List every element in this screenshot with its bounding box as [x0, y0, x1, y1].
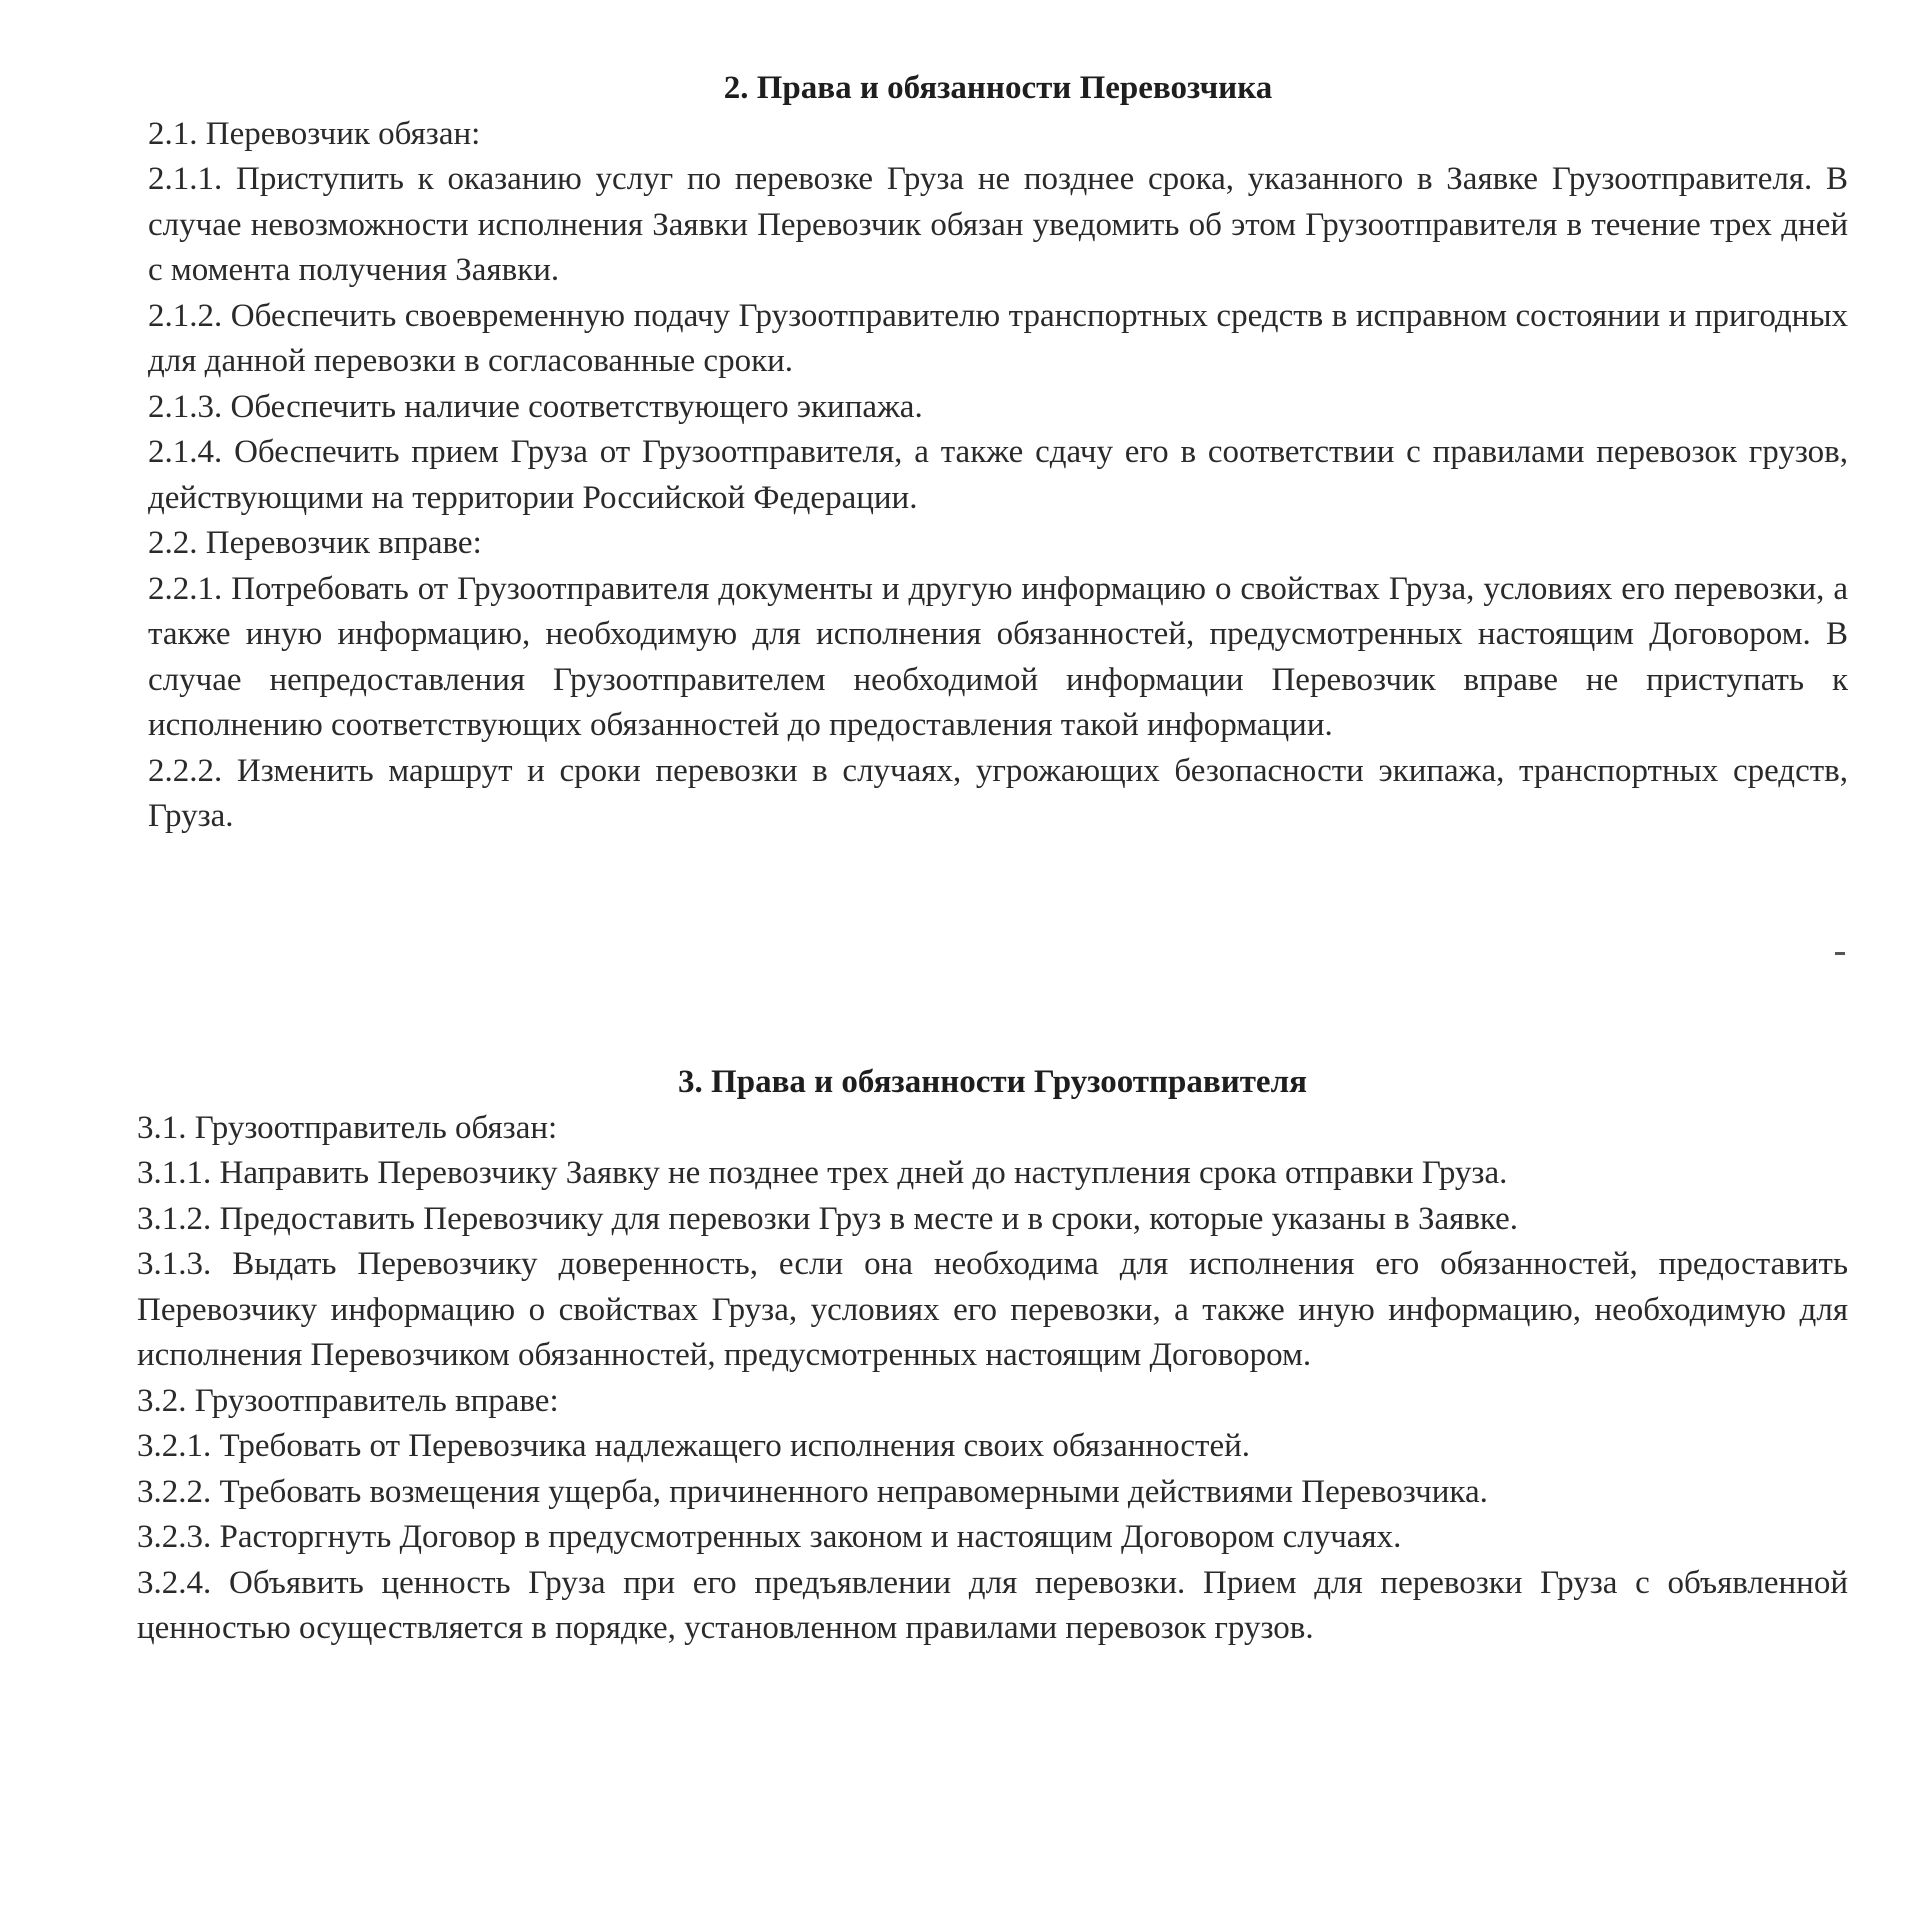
- clause-3-2-4: 3.2.4. Объявить ценность Груза при его предъявлении для перевозки. Прием для перевозки Груза с объявленной ценностью осуществляется в порядке, установленном правилами перевозок грузов.: [137, 1564, 1848, 1646]
- clause-2-1-2: 2.1.2. Обеспечить своевременную подачу Грузоотправителю транспортных средств в исправном состоянии и пригодных для данной перевозки в согласованные сроки.: [148, 297, 1848, 379]
- section-carrier-rights: [148, 66, 1848, 840]
- clause-3-1-2: 3.1.2. Предоставить Перевозчику для перевозки Груз в месте и в сроки, которые указаны в Заявке.: [137, 1200, 1519, 1237]
- section-heading: 2. Права и обязанности Перевозчика: [723, 70, 1273, 106]
- clause-2-2-1: 2.2.1. Потребовать от Грузоотправителя документы и другую информацию о свойствах Груза, условиях его перевозки, а также иную информацию, необходимую для исполнения обязанностей, предусмотренных настоящим Договором. В случае непредоставления Грузоотправителем необходимой информации Перевозчик вправе не приступать к исполнению соответствующих обязанностей до предоставления такой информации.: [148, 570, 1848, 743]
- clause-2-1-4: 2.1.4. Обеспечить прием Груза от Грузоотправителя, а также сдачу его в соответствии с правилами перевозок грузов, действующими на территории Российской Федерации.: [148, 434, 1848, 516]
- section-heading: 3. Права и обязанности Грузоотправителя: [678, 1064, 1307, 1100]
- clause-3-2-3: 3.2.3. Расторгнуть Договор в предусмотренных законом и настоящим Договором случаях.: [137, 1519, 1402, 1555]
- clause-3-1-1: 3.1.1. Направить Перевозчику Заявку не позднее трех дней до наступления срока отправки Груза.: [137, 1155, 1508, 1191]
- clause-2-1-1: 2.1.1. Приступить к оказанию услуг по перевозке Груза не позднее срока, указанного в Заявке Грузоотправителя. В случае невозможности исполнения Заявки Перевозчик обязан уведомить об этом Грузоотправителя в течение трех дней с момента получения Заявки.: [148, 161, 1848, 288]
- section-shipper-rights: [137, 1060, 1848, 1652]
- clause-2-1-3: 2.1.3. Обеспечить наличие соответствующего экипажа.: [148, 388, 923, 425]
- clause-2-2: 2.2. Перевозчик вправе:: [148, 525, 482, 561]
- scan-mark: [1835, 952, 1845, 955]
- clause-3-1-3: 3.1.3. Выдать Перевозчику доверенность, если она необходима для исполнения его обязанностей, предоставить Перевозчику информацию о свойствах Груза, условиях его перевозки, а также иную информацию, необходимую для исполнения Перевозчиком обязанностей, предусмотренных настоящим Договором.: [137, 1246, 1848, 1373]
- clause-3-2-2: 3.2.2. Требовать возмещения ущерба, причиненного неправомерными действиями Перевозчика.: [137, 1473, 1488, 1510]
- clause-3-2-1: 3.2.1. Требовать от Перевозчика надлежащего исполнения своих обязанностей.: [137, 1428, 1251, 1464]
- clause-3-2: 3.2. Грузоотправитель вправе:: [137, 1382, 559, 1419]
- clause-3-1: 3.1. Грузоотправитель обязан:: [137, 1109, 558, 1146]
- clause-2-1: 2.1. Перевозчик обязан:: [148, 115, 481, 152]
- clause-2-2-2: 2.2.2. Изменить маршрут и сроки перевозки в случаях, угрожающих безопасности экипажа, транспортных средств, Груза.: [148, 752, 1848, 834]
